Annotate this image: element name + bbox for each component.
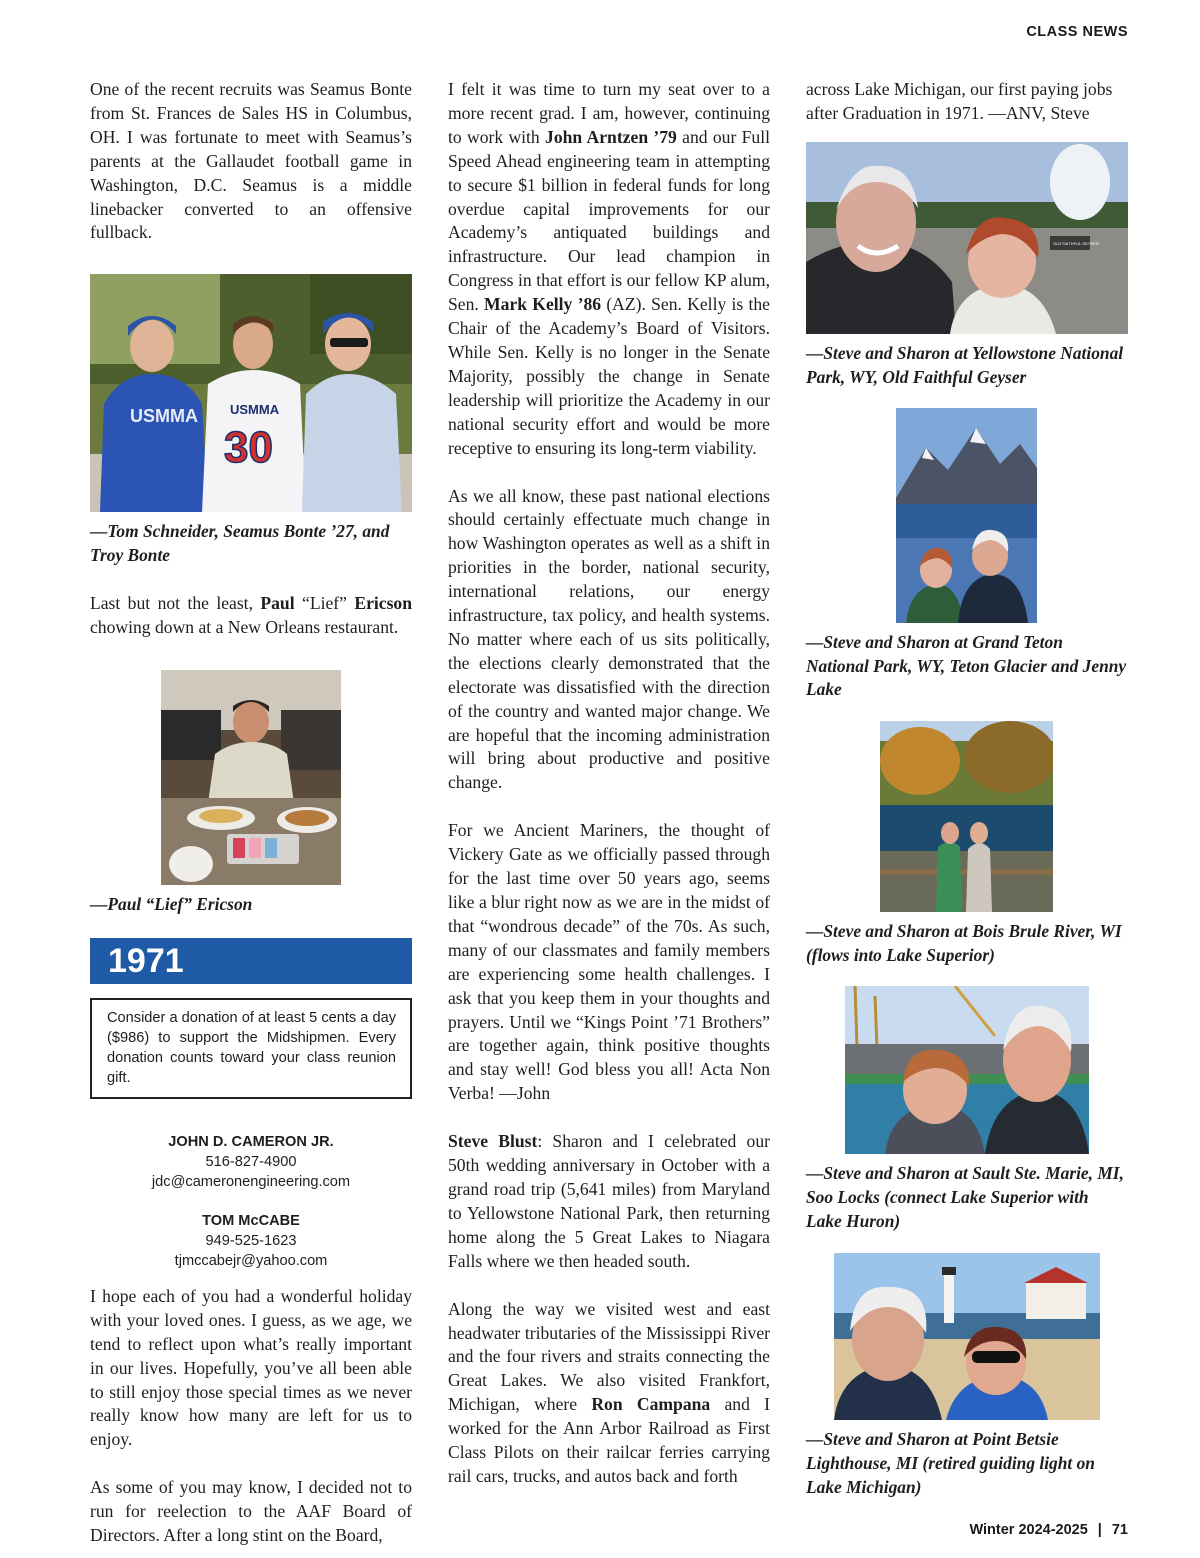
paragraph-recruit: One of the recent recruits was Seamus Bonte from St. Frances de Sales HS in Columbus, OH. I was fortunate to meet with Seamus’s parents at the Gallaudet football game in Washington, D.C. Seamus is a middle linebacker converted to an offensive fullback. <box>90 79 412 243</box>
contact-email: jdc@cameronengineering.com <box>151 1173 351 1190</box>
paragraph-elections: As we all know, these past national elections should certainly effectuate much change in how Washington operates as well as a shift in priorities in the border, national security, international relations, our energy infrastructure, tax policy, and health systems. No matter where each of us sits politically, the elections clearly demonstrated that the electorate was dissatisfied with the direction of the country and wanted major change. We are hopeful that the incoming administration will bring about productive and positive change. <box>448 485 770 793</box>
text-fragment: (AZ). Sen. Kelly is the Chair of the Academy’s Board of Visitors. While Sen. Kelly is no longer in the Senate Majority, possibly the change in Senate leadership will prioritize the Academy in our national security effort and would be more receptive to ensuring its long-term viability. <box>448 294 770 458</box>
contact-phone: 949-525-1623 <box>205 1232 297 1249</box>
person-name: Ron Campana <box>591 1394 711 1415</box>
caption-bois-brule: —Steve and Sharon at Bois Brule River, WI (flows into Lake Superior) <box>806 921 1122 966</box>
footer-separator: | <box>1097 1522 1102 1538</box>
contact-name: JOHN D. CAMERON JR. <box>168 1133 334 1150</box>
person-name: Paul <box>260 593 295 614</box>
column-2 <box>448 78 770 1489</box>
person-name: John Arntzen ’79 <box>545 126 677 147</box>
text-fragment: and our Full Speed Ahead engineering team in attempting to secure $1 billion in federal funds for long overdue capital improvements for our Academy’s antiquated buildings and infrastructure. Our lead champion in Congress in that effort is our fellow KP alum, Sen. <box>448 126 770 315</box>
contact-phone: 516-827-4900 <box>205 1153 297 1170</box>
contact-name: TOM McCABE <box>202 1212 300 1229</box>
text-fragment: and I worked for the Ann Arbor Railroad as First Class Pilots on their railcar ferries carrying rail cars, trucks, and autos back and forth <box>448 1394 770 1486</box>
person-name: Steve Blust <box>448 1131 538 1152</box>
photo-jersey-text: USMMA <box>230 402 280 418</box>
text-fragment: chowing down at a New Orleans restaurant. <box>90 617 399 638</box>
photo-grand-teton <box>896 408 1037 623</box>
paragraph-ancient-mariners: For we Ancient Mariners, the thought of Vickery Gate as we officially passed through for the last time over 50 years ago, seems like a blur right now as we are in the midst of that “wondrous decade” of the 70s. As such, many of our classmates and family members are experiencing some health challenges. I ask that you keep them in your thoughts and prayers. Until we “Kings Point ’71 Brothers” are together again, think positive thoughts and stay well! God bless you all! Acta Non Verba! —John <box>448 820 770 1104</box>
caption-soo-locks: —Steve and Sharon at Sault Ste. Marie, MI, Soo Locks (connect Lake Superior with Lake Huron) <box>806 1163 1124 1231</box>
photo-yellowstone <box>806 142 1128 334</box>
caption-grand-teton: —Steve and Sharon at Grand Teton National Park, WY, Teton Glacier and Jenny Lake <box>806 631 1127 700</box>
paragraph-board-continued <box>448 78 770 461</box>
class-year-banner: 1971 <box>90 938 412 984</box>
person-name: Ericson <box>354 593 413 614</box>
column-3 <box>806 78 1128 1500</box>
class-contact-2 <box>90 1211 412 1271</box>
photo-paul-restaurant <box>161 670 341 885</box>
column-1 <box>90 78 412 1548</box>
caption-yellowstone: —Steve and Sharon at Yellowstone National Park, WY, Old Faithful Geyser <box>806 342 1124 387</box>
paragraph-steve-blust <box>448 1130 770 1273</box>
issue-label: Winter 2024-2025 <box>969 1522 1088 1538</box>
paragraph-holiday: I hope each of you had a wonderful holiday with your loved ones. I guess, as we age, we tend to reflect upon what’s really important in our lives. Hopefully, you’ve all been able to still enjoy those special times as we never really know how many are left for us to enjoy. <box>90 1285 412 1450</box>
paragraph-board: As some of you may know, I decided not to run for reelection to the AAF Board of Directors. After a long stint on the Board, <box>90 1477 412 1546</box>
page-number: 71 <box>1111 1522 1128 1538</box>
section-label: CLASS NEWS <box>1026 24 1128 40</box>
photo-bois-brule <box>880 721 1053 912</box>
caption-point-betsie: —Steve and Sharon at Point Betsie Lighthouse, MI (retired guiding light on Lake Michigan) <box>806 1428 1095 1497</box>
text-fragment: Last but not the least, <box>90 593 253 614</box>
yellowstone-sign-text: OLD FAITHFUL GEYSER <box>1053 240 1099 246</box>
caption-football-group: —Tom Schneider, Seamus Bonte ’27, and Troy Bonte <box>90 521 390 566</box>
page-footer <box>969 1522 1128 1538</box>
paragraph-along-the-way <box>448 1298 770 1489</box>
photo-point-betsie <box>834 1253 1100 1420</box>
contact-email: tjmccabejr@yahoo.com <box>174 1252 328 1269</box>
text-fragment: I felt it was time to turn my seat over to a more recent grad. I am, however, continuing to work with <box>448 79 770 147</box>
nickname: “Lief” <box>302 593 347 614</box>
paragraph-lake-michigan: across Lake Michigan, our first paying jobs after Graduation in 1971. —ANV, Steve <box>806 79 1113 123</box>
paragraph-paul <box>90 592 412 640</box>
photo-football-group <box>90 274 412 512</box>
photo-soo-locks <box>845 986 1089 1154</box>
photo-jersey-number: 30 <box>224 423 273 473</box>
donation-box: Consider a donation of at least 5 cents a day ($986) to support the Midshipmen. Every donation counts toward your class reunion gift. <box>90 998 412 1099</box>
text-fragment: : Sharon and I celebrated our 50th wedding anniversary in October with a grand road trip (5,641 miles) from Maryland to Yellowstone National Park, then returning home along the 5 Great Lakes to Niagara Falls where we then headed south. <box>448 1131 770 1271</box>
caption-paul-restaurant: —Paul “Lief” Ericson <box>90 893 253 914</box>
class-contact-1 <box>90 1132 412 1192</box>
person-name: Mark Kelly ’86 <box>484 294 602 315</box>
photo-sweatshirt-text: USMMA <box>130 406 198 427</box>
text-fragment: Along the way we visited west and east headwater tributaries of the Mississippi River and the four rivers and straits connecting the Great Lakes. We also visited Frankfort, Michigan, where <box>448 1298 770 1415</box>
